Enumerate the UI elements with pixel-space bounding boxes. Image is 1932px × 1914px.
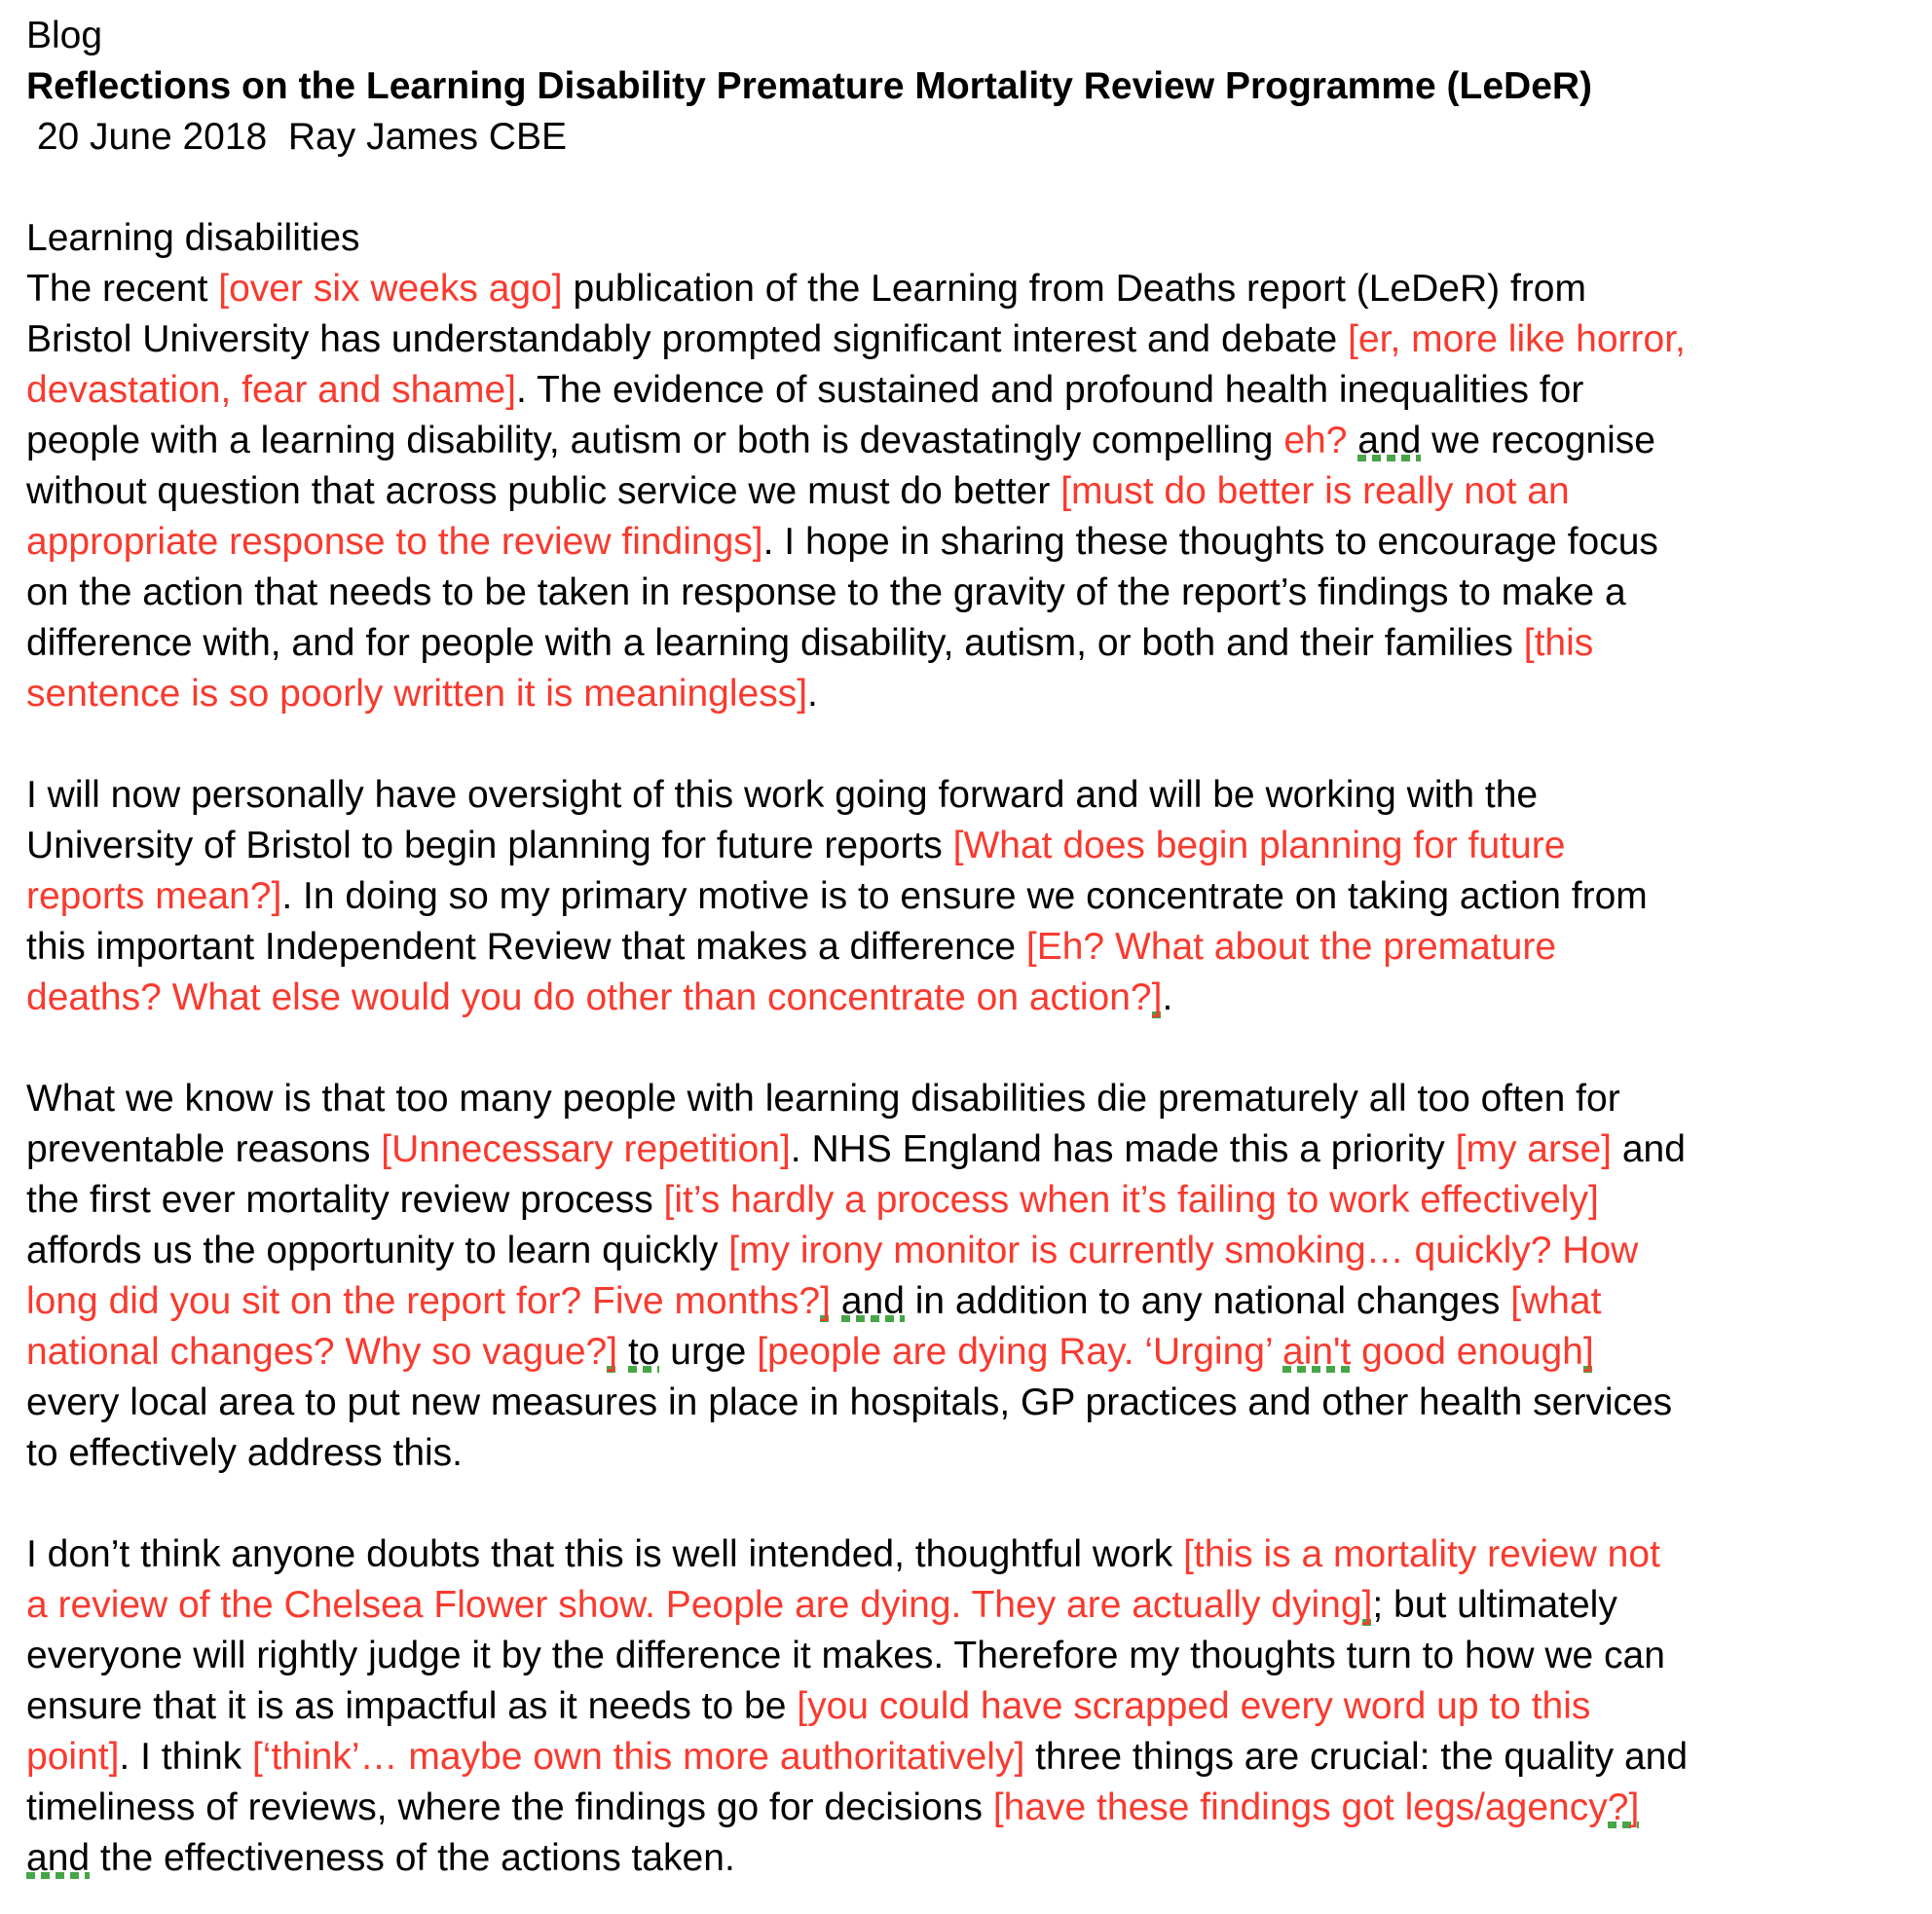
grammar-underlined-text: ain't xyxy=(1282,1331,1352,1373)
body-text xyxy=(1347,420,1357,461)
body-text: people with a learning disability, autism or both is devastatingly compelling xyxy=(26,420,1284,461)
annotation-text: reports mean?] xyxy=(26,875,282,917)
page-title xyxy=(26,61,1913,112)
grammar-underlined-text: ] xyxy=(1582,1331,1594,1373)
body-text: . xyxy=(1162,976,1173,1018)
body-text: publication of the Learning from Deaths report (LeDeR) from xyxy=(562,268,1586,310)
body-text: I will now personally have oversight of this work going forward and will be working with the xyxy=(26,774,1539,816)
text-line xyxy=(26,1529,1913,1580)
text-line xyxy=(26,1681,1913,1732)
text-line xyxy=(26,1732,1913,1783)
annotation-text: [this is a mortality review not xyxy=(1183,1533,1660,1575)
annotation-text: good enough xyxy=(1351,1331,1583,1373)
body-text: Learning disabilities xyxy=(26,217,360,259)
text-line xyxy=(26,1378,1913,1428)
text-line xyxy=(26,1226,1913,1276)
body-text: everyone will rightly judge it by the difference it makes. Therefore my thoughts turn to how we can xyxy=(26,1635,1665,1676)
blank-line xyxy=(26,719,1913,770)
grammar-underlined-text: and xyxy=(840,1280,905,1322)
annotation-text: a review of the Chelsea Flower show. People are dying. They are actually dying xyxy=(26,1584,1362,1626)
body-text: the effectiveness of the actions taken. xyxy=(90,1837,735,1879)
body-text: we recognise xyxy=(1421,420,1655,461)
annotation-text: point] xyxy=(26,1736,120,1778)
annotation-text: long did you sit on the report for? Five months? xyxy=(26,1280,821,1322)
body-text: . In doing so my primary motive is to ensure we concentrate on taking action from xyxy=(281,875,1648,917)
text-line xyxy=(26,770,1913,821)
text-line xyxy=(26,1327,1913,1378)
annotation-text: [have these findings got legs/agency xyxy=(992,1786,1608,1828)
text-line xyxy=(26,1783,1913,1833)
grammar-underlined-text: ] xyxy=(1151,976,1163,1018)
text-line xyxy=(26,416,1913,466)
grammar-underlined-text: ] xyxy=(820,1280,831,1322)
annotation-text: devastation, fear and shame] xyxy=(26,369,516,411)
body-text xyxy=(831,1280,841,1322)
text-line xyxy=(26,821,1913,871)
text-line xyxy=(26,264,1913,314)
annotation-text: [what xyxy=(1510,1280,1602,1322)
annotation-text: [must do better is really not an xyxy=(1060,470,1570,512)
annotation-text: [Unnecessary repetition] xyxy=(381,1128,791,1170)
text-line xyxy=(26,1074,1913,1124)
text-line xyxy=(26,1124,1913,1175)
body-text: and xyxy=(1612,1128,1686,1170)
annotation-text: deaths? What else would you do other than concentrate on action? xyxy=(26,976,1152,1018)
grammar-underlined-text: to xyxy=(627,1331,660,1373)
document-body xyxy=(26,11,1913,1884)
annotation-text: [er, more like horror, xyxy=(1348,318,1686,360)
text-line xyxy=(26,973,1913,1023)
body-text: three things are crucial: the quality and xyxy=(1024,1736,1689,1778)
annotation-text: [my arse] xyxy=(1455,1128,1612,1170)
annotation-text: [Eh? What about the premature xyxy=(1025,926,1557,968)
text-line xyxy=(26,568,1913,618)
text-line xyxy=(26,517,1913,568)
body-text: affords us the opportunity to learn quickly xyxy=(26,1230,729,1271)
grammar-underlined-text: ] xyxy=(607,1331,618,1373)
annotation-text: appropriate response to the review findings] xyxy=(26,521,763,563)
annotation-text: [‘think’… maybe own this more authoritatively] xyxy=(251,1736,1025,1778)
body-text: . I think xyxy=(119,1736,252,1778)
body-text: 20 June 2018 Ray James CBE xyxy=(26,116,567,158)
body-text: ; but ultimately xyxy=(1372,1584,1617,1626)
annotation-text: [it’s hardly a process when it’s failing to work effectively] xyxy=(663,1179,1599,1221)
body-text: . The evidence of sustained and profound health inequalities for xyxy=(515,369,1584,411)
text-line xyxy=(26,1833,1913,1884)
annotation-text: [people are dying Ray. ‘Urging’ xyxy=(757,1331,1282,1373)
blank-line xyxy=(26,1023,1913,1074)
body-text: Blog xyxy=(26,15,103,56)
grammar-underlined-text: and xyxy=(26,1837,91,1879)
blank-line xyxy=(26,1479,1913,1529)
annotation-text: national changes? Why so vague? xyxy=(26,1331,608,1373)
body-text: . I hope in sharing these thoughts to encourage focus xyxy=(762,521,1658,563)
section-heading xyxy=(26,213,1913,264)
body-text: Bristol University has understandably prompted significant interest and debate xyxy=(26,318,1349,360)
text-line xyxy=(26,871,1913,922)
body-text: preventable reasons xyxy=(26,1128,382,1170)
text-line xyxy=(26,669,1913,719)
body-text: difference with, and for people with a learning disability, autism, or both and their families xyxy=(26,622,1524,664)
body-text xyxy=(617,1331,628,1373)
body-text: without question that across public service we must do better xyxy=(26,470,1061,512)
grammar-underlined-text: ] xyxy=(1361,1584,1373,1626)
text-line xyxy=(26,1580,1913,1631)
text-line xyxy=(26,618,1913,669)
annotation-text: eh? xyxy=(1283,420,1348,461)
text-line xyxy=(26,1276,1913,1327)
body-text: . xyxy=(807,673,818,715)
body-text: . NHS England has made this a priority xyxy=(790,1128,1456,1170)
body-text: timeliness of reviews, where the findings go for decisions xyxy=(26,1786,993,1828)
annotation-text: [my irony monitor is currently smoking… quickly? How xyxy=(728,1230,1639,1271)
body-text: every local area to put new measures in place in hospitals, GP practices and other health services xyxy=(26,1381,1673,1423)
text-line xyxy=(26,1175,1913,1226)
body-text: University of Bristol to begin planning for future reports xyxy=(26,825,953,866)
body-text: urge xyxy=(659,1331,758,1373)
body-text: on the action that needs to be taken in response to the gravity of the report’s findings to make a xyxy=(26,571,1626,613)
date-author-line xyxy=(26,112,1913,163)
body-text: in addition to any national changes xyxy=(904,1280,1511,1322)
body-text: I don’t think anyone doubts that this is well intended, thoughtful work xyxy=(26,1533,1184,1575)
text-line xyxy=(26,922,1913,973)
body-text: Reflections on the Learning Disability Premature Mortality Review Programme (LeDeR) xyxy=(26,65,1593,107)
body-text: this important Independent Review that makes a difference xyxy=(26,926,1026,968)
text-line xyxy=(26,1428,1913,1479)
text-line xyxy=(26,466,1913,517)
annotation-text: [over six weeks ago] xyxy=(218,268,563,310)
text-line xyxy=(26,314,1913,365)
body-text: The recent xyxy=(26,268,219,310)
body-text: the first ever mortality review process xyxy=(26,1179,664,1221)
blog-label xyxy=(26,11,1913,61)
grammar-underlined-text: ?] xyxy=(1607,1786,1640,1828)
grammar-underlined-text: and xyxy=(1357,420,1422,461)
annotation-text: [you could have scrapped every word up to this xyxy=(797,1685,1591,1727)
annotation-text: [What does begin planning for future xyxy=(952,825,1566,866)
annotation-text: sentence is so poorly written it is meaningless] xyxy=(26,673,808,715)
body-text: What we know is that too many people with learning disabilities die prematurely all too often for xyxy=(26,1078,1620,1120)
body-text: to effectively address this. xyxy=(26,1432,464,1474)
annotation-text: [this xyxy=(1523,622,1594,664)
body-text: ensure that it is as impactful as it needs to be xyxy=(26,1685,798,1727)
text-line xyxy=(26,1631,1913,1681)
blank-line xyxy=(26,163,1913,213)
text-line xyxy=(26,365,1913,416)
